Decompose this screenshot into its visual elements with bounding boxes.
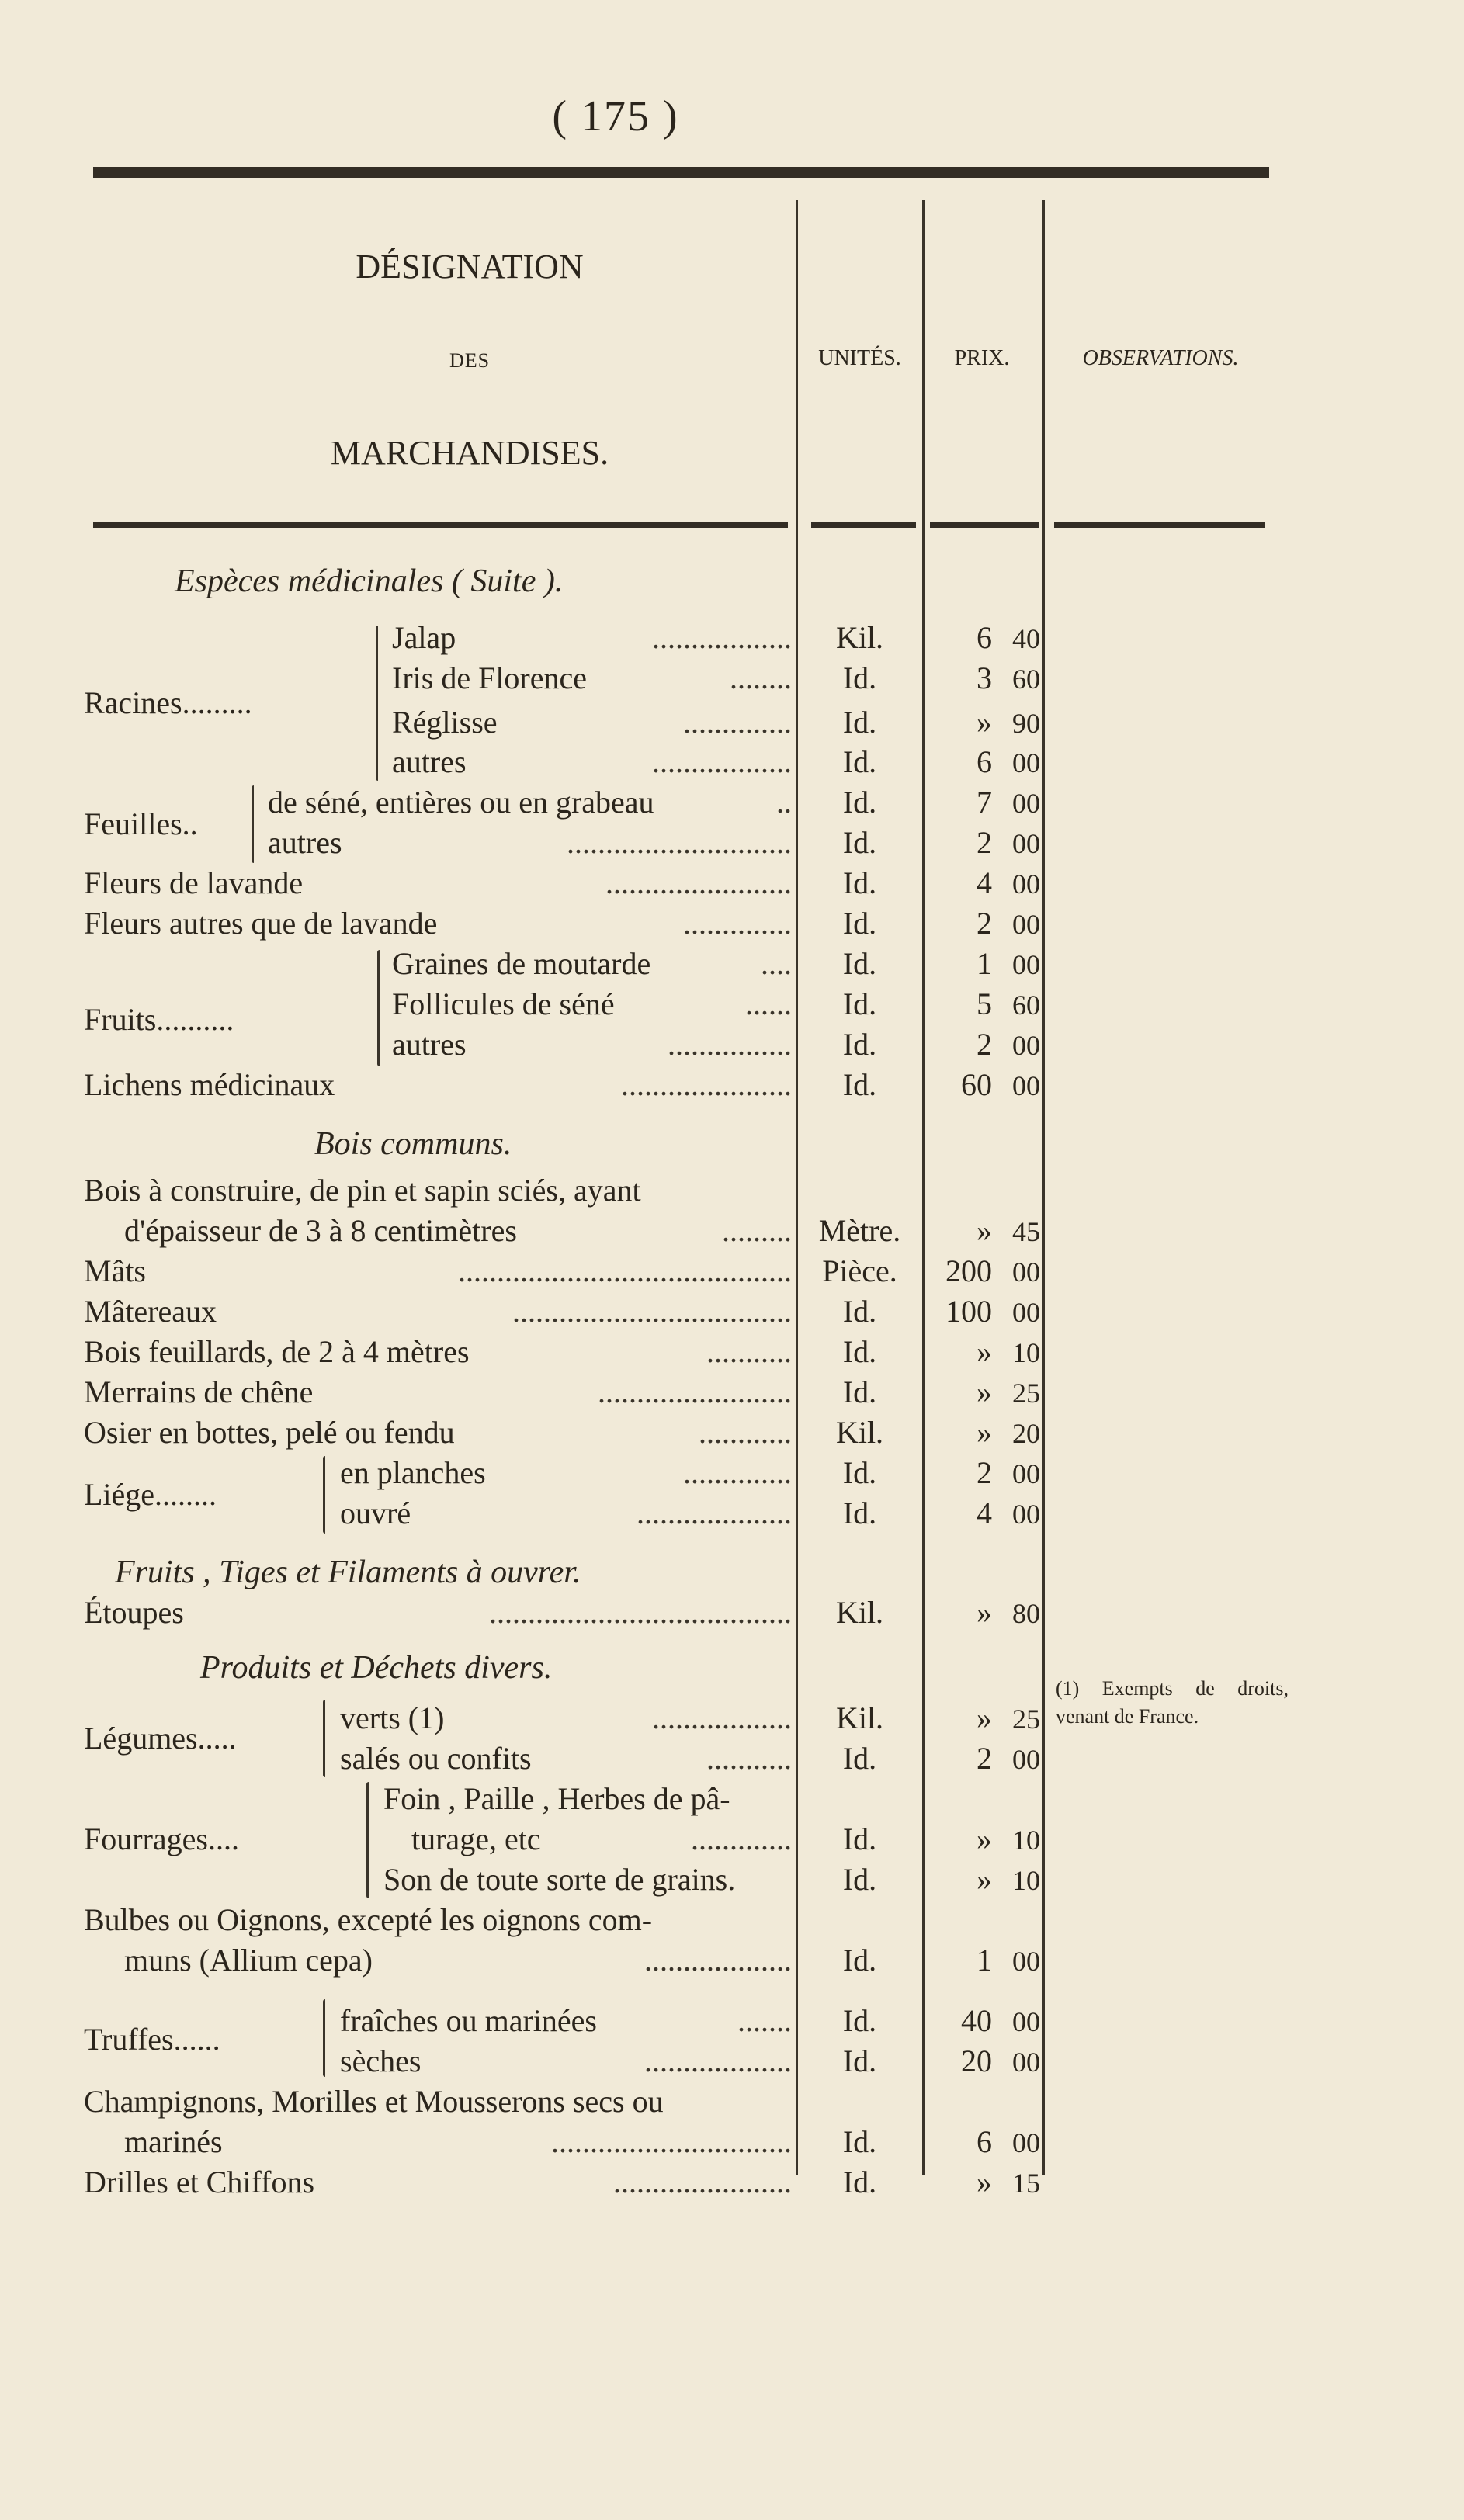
price-francs: 40 xyxy=(961,2003,992,2038)
row-price xyxy=(924,1024,1040,1066)
row-leader: ......................... xyxy=(598,1374,792,1409)
row-price xyxy=(924,863,1040,904)
header-des: DES xyxy=(449,349,491,372)
row-leader: .. xyxy=(776,785,792,820)
row-leader: ........... xyxy=(706,1334,792,1369)
price-centimes: 45 xyxy=(1012,1216,1040,1247)
row-unit: Id. xyxy=(842,1455,877,1490)
row-price xyxy=(924,944,1040,985)
table-row xyxy=(0,1251,1464,1291)
row-label: Mâtereaux xyxy=(84,1294,217,1329)
row-unit: Id. xyxy=(842,1496,877,1530)
price-centimes: 10 xyxy=(1012,1825,1040,1856)
row-price xyxy=(924,1940,1040,1981)
price-francs: 7 xyxy=(977,785,992,820)
row-price xyxy=(924,1065,1040,1106)
row-label: autres xyxy=(268,825,342,860)
row-unit: Id. xyxy=(842,1334,877,1369)
row-label: muns (Allium cepa) xyxy=(124,1943,373,1978)
row-label: Iris de Florence xyxy=(392,660,588,695)
price-centimes: 25 xyxy=(1012,1378,1040,1409)
row-leader: .... xyxy=(761,946,792,981)
table-row xyxy=(0,1332,1464,1372)
price-francs: 6 xyxy=(977,2124,992,2159)
price-centimes: 90 xyxy=(1012,708,1040,739)
row-label: Lichens médicinaux xyxy=(84,1067,335,1102)
price-centimes: 00 xyxy=(1012,909,1040,940)
row-unit: Pièce. xyxy=(822,1253,897,1288)
row-leader: ........................................... xyxy=(458,1253,792,1288)
row-unit: Id. xyxy=(842,1943,877,1978)
table-row xyxy=(0,1738,1464,1779)
table-row xyxy=(0,1372,1464,1413)
row-price xyxy=(924,1453,1040,1494)
row-price xyxy=(924,823,1040,864)
row-label: autres xyxy=(392,744,467,779)
row-unit: Id. xyxy=(842,1822,877,1856)
table-row xyxy=(0,618,1464,658)
header-designation: DÉSIGNATION xyxy=(356,248,584,286)
row-label: Bois à construire, de pin et sapin sciés, ayant xyxy=(84,1173,641,1208)
row-price xyxy=(924,1860,1040,1901)
price-francs: 6 xyxy=(977,744,992,779)
section-bois-communs: Bois communs. xyxy=(314,1126,512,1162)
header-rule xyxy=(1054,522,1265,528)
price-francs: 2 xyxy=(977,1741,992,1776)
price-centimes: 00 xyxy=(1012,2006,1040,2037)
price-francs: 3 xyxy=(977,660,992,695)
row-price xyxy=(924,658,1040,699)
row-price xyxy=(924,2001,1040,2042)
row-unit: Id. xyxy=(842,744,877,779)
row-unit: Id. xyxy=(842,2043,877,2078)
price-centimes: 00 xyxy=(1012,2127,1040,2158)
row-label: fraîches ou marinées xyxy=(340,2003,597,2038)
row-label: Mâts xyxy=(84,1253,146,1288)
group-feuilles: Feuilles.. xyxy=(84,806,198,841)
row-unit: Id. xyxy=(842,825,877,860)
row-unit: Id. xyxy=(842,785,877,820)
table-row xyxy=(0,1779,1464,1819)
price-centimes: 00 xyxy=(1012,1257,1040,1288)
row-unit: Id. xyxy=(842,660,877,695)
row-price xyxy=(924,702,1040,744)
table-row xyxy=(0,1211,1464,1251)
section-fruits-tiges: Fruits , Tiges et Filaments à ouvrer. xyxy=(115,1555,581,1590)
price-francs: » xyxy=(977,1595,992,1630)
row-price xyxy=(924,2162,1040,2203)
group-truffes: Truffes...... xyxy=(84,2022,220,2057)
row-price xyxy=(924,2122,1040,2163)
group-fruits: Fruits.......... xyxy=(84,1002,234,1037)
row-leader: ................ xyxy=(668,1027,792,1062)
row-label: en planches xyxy=(340,1455,486,1490)
price-centimes: 00 xyxy=(1012,1744,1040,1775)
row-unit: Kil. xyxy=(835,1595,884,1630)
price-centimes: 20 xyxy=(1012,1418,1040,1449)
row-leader: ............. xyxy=(691,1822,792,1856)
price-francs: » xyxy=(977,1822,992,1856)
row-label: Drilles et Chiffons xyxy=(84,2165,315,2199)
row-price xyxy=(924,1738,1040,1780)
table-row xyxy=(0,1024,1464,1065)
row-unit: Id. xyxy=(842,2124,877,2159)
price-francs: » xyxy=(977,1415,992,1450)
header-marchandises: MARCHANDISES. xyxy=(330,434,609,472)
price-centimes: 00 xyxy=(1012,2047,1040,2078)
row-unit: Id. xyxy=(842,865,877,900)
row-label: Son de toute sorte de grains. xyxy=(383,1862,736,1897)
price-francs: » xyxy=(977,1374,992,1409)
row-leader: ............................... xyxy=(551,2124,792,2159)
table-row xyxy=(0,2122,1464,2162)
row-label: Osier en bottes, pelé ou fendu xyxy=(84,1415,455,1450)
table-row xyxy=(0,1860,1464,1900)
row-unit: Id. xyxy=(842,705,877,740)
row-label: sèches xyxy=(340,2043,422,2078)
row-price xyxy=(924,1593,1040,1634)
header-observations: OBSERVATIONS. xyxy=(1082,346,1239,370)
price-centimes: 00 xyxy=(1012,1499,1040,1530)
row-leader: .................................... xyxy=(512,1294,792,1329)
row-leader: ................... xyxy=(644,2043,792,2078)
header-rule xyxy=(930,522,1039,528)
table-row xyxy=(0,1940,1464,1981)
row-leader: .............. xyxy=(683,705,792,740)
table-row xyxy=(0,984,1464,1024)
price-centimes: 60 xyxy=(1012,664,1040,695)
row-leader: ...................... xyxy=(621,1067,792,1102)
price-francs: 2 xyxy=(977,825,992,860)
price-centimes: 00 xyxy=(1012,828,1040,859)
price-centimes: 00 xyxy=(1012,1458,1040,1489)
row-leader: ........................ xyxy=(605,865,792,900)
price-francs: 100 xyxy=(945,1294,992,1329)
row-label: Follicules de séné xyxy=(392,986,615,1021)
price-francs: » xyxy=(977,1213,992,1248)
row-label: d'épaisseur de 3 à 8 centimètres xyxy=(124,1213,517,1248)
row-label: Foin , Paille , Herbes de pâ- xyxy=(383,1781,730,1816)
row-leader: ......... xyxy=(722,1213,792,1248)
row-leader: ........ xyxy=(730,660,792,695)
row-unit: Id. xyxy=(842,1067,877,1102)
price-francs: 2 xyxy=(977,1455,992,1490)
row-price xyxy=(924,2041,1040,2082)
price-francs: » xyxy=(977,2165,992,2199)
price-francs: 4 xyxy=(977,1496,992,1530)
row-price xyxy=(924,1251,1040,1292)
row-price xyxy=(924,1493,1040,1534)
row-unit: Id. xyxy=(842,986,877,1021)
row-label: salés ou confits xyxy=(340,1741,532,1776)
price-francs: » xyxy=(977,1700,992,1735)
price-centimes: 00 xyxy=(1012,1030,1040,1061)
header-rule xyxy=(811,522,916,528)
price-centimes: 00 xyxy=(1012,788,1040,819)
row-leader: ...... xyxy=(745,986,792,1021)
table-row xyxy=(0,1593,1464,1633)
row-leader: .............. xyxy=(683,906,792,941)
row-price xyxy=(924,984,1040,1025)
price-centimes: 10 xyxy=(1012,1865,1040,1896)
table-row xyxy=(0,903,1464,944)
row-price xyxy=(924,1291,1040,1333)
row-price xyxy=(924,742,1040,783)
price-francs: » xyxy=(977,1862,992,1897)
table-row xyxy=(0,1453,1464,1493)
table-row xyxy=(0,1065,1464,1105)
row-leader: ....................................... xyxy=(489,1595,792,1630)
row-leader: .................... xyxy=(637,1496,792,1530)
row-leader: ....... xyxy=(737,2003,792,2038)
price-francs: 6 xyxy=(977,620,992,655)
header-rule xyxy=(93,522,788,528)
row-label: Bulbes ou Oignons, excepté les oignons com- xyxy=(84,1902,653,1937)
price-francs: 1 xyxy=(977,946,992,981)
row-leader: ............................. xyxy=(567,825,792,860)
row-unit: Mètre. xyxy=(818,1213,901,1248)
row-label: Fleurs autres que de lavande xyxy=(84,906,438,941)
row-leader: ....................... xyxy=(613,2165,792,2199)
row-price xyxy=(924,1698,1040,1739)
row-price xyxy=(924,1332,1040,1373)
price-francs: 60 xyxy=(961,1067,992,1102)
table-row xyxy=(0,1170,1464,1211)
section-especes-medicinales: Espèces médicinales ( Suite ). xyxy=(175,563,564,599)
table-row xyxy=(0,2162,1464,2203)
table-row xyxy=(0,1493,1464,1534)
row-leader: .................. xyxy=(652,744,792,779)
section-produits-dechets: Produits et Déchets divers. xyxy=(200,1650,553,1686)
row-label: ouvré xyxy=(340,1496,411,1530)
price-centimes: 00 xyxy=(1012,868,1040,900)
price-francs: 5 xyxy=(977,986,992,1021)
row-label: de séné, entières ou en grabeau xyxy=(268,785,654,820)
row-leader: .................. xyxy=(652,620,792,655)
row-price xyxy=(924,903,1040,945)
table-row xyxy=(0,1819,1464,1860)
table-row xyxy=(0,658,1464,698)
price-francs: 1 xyxy=(977,1943,992,1978)
top-rule xyxy=(93,167,1269,178)
page-number: ( 175 ) xyxy=(552,92,679,140)
table-row xyxy=(0,2082,1464,2122)
table-row xyxy=(0,702,1464,743)
row-label: Jalap xyxy=(392,620,456,655)
price-centimes: 00 xyxy=(1012,1070,1040,1101)
row-label: Bois feuillards, de 2 à 4 mètres xyxy=(84,1334,470,1369)
table-row xyxy=(0,1291,1464,1332)
row-unit: Id. xyxy=(842,2165,877,2199)
row-unit: Kil. xyxy=(835,1415,884,1450)
price-centimes: 60 xyxy=(1012,990,1040,1021)
row-leader: ........... xyxy=(706,1741,792,1776)
row-price xyxy=(924,618,1040,659)
price-francs: 200 xyxy=(945,1253,992,1288)
row-label: Réglisse xyxy=(392,705,498,740)
row-label: Fleurs de lavande xyxy=(84,865,304,900)
price-centimes: 00 xyxy=(1012,949,1040,980)
row-price xyxy=(924,782,1040,823)
row-label: Graines de moutarde xyxy=(392,946,651,981)
group-liege: Liége........ xyxy=(84,1477,217,1512)
group-legumes: Légumes..... xyxy=(84,1721,237,1756)
price-centimes: 10 xyxy=(1012,1337,1040,1368)
table-row xyxy=(0,742,1464,782)
row-price xyxy=(924,1413,1040,1454)
row-label: autres xyxy=(392,1027,467,1062)
row-unit: Id. xyxy=(842,1294,877,1329)
row-leader: .............. xyxy=(683,1455,792,1490)
row-unit: Kil. xyxy=(835,1700,884,1735)
price-francs: 4 xyxy=(977,865,992,900)
footnote-observation: (1) Exempts de droits, venant de France. xyxy=(1056,1677,1289,1728)
row-unit: Id. xyxy=(842,1374,877,1409)
row-leader: ................... xyxy=(644,1943,792,1978)
table-row xyxy=(0,2041,1464,2082)
price-centimes: 00 xyxy=(1012,747,1040,778)
header-unites: UNITÉS. xyxy=(818,346,901,370)
row-label: Merrains de chêne xyxy=(84,1374,314,1409)
row-unit: Id. xyxy=(842,2003,877,2038)
row-label: Champignons, Morilles et Mousserons secs ou xyxy=(84,2084,664,2119)
row-leader: ............ xyxy=(699,1415,792,1450)
price-centimes: 40 xyxy=(1012,623,1040,654)
row-leader: .................. xyxy=(652,1700,792,1735)
row-label: marinés xyxy=(124,2124,223,2159)
row-price xyxy=(924,1819,1040,1860)
row-unit: Id. xyxy=(842,906,877,941)
price-francs: 2 xyxy=(977,906,992,941)
row-label: Étoupes xyxy=(84,1595,184,1630)
price-centimes: 00 xyxy=(1012,1297,1040,1328)
table-row xyxy=(0,863,1464,903)
price-centimes: 00 xyxy=(1012,1946,1040,1977)
price-centimes: 80 xyxy=(1012,1598,1040,1629)
group-racines: Racines......... xyxy=(84,685,252,720)
price-centimes: 15 xyxy=(1012,2168,1040,2199)
row-label: verts (1) xyxy=(340,1700,445,1735)
table-row xyxy=(0,944,1464,984)
row-unit: Id. xyxy=(842,1027,877,1062)
row-price xyxy=(924,1372,1040,1413)
row-unit: Kil. xyxy=(835,620,884,655)
row-unit: Id. xyxy=(842,1741,877,1776)
table-row xyxy=(0,823,1464,863)
header-prix: PRIX. xyxy=(954,346,1010,370)
table-row xyxy=(0,1900,1464,1940)
table-row xyxy=(0,1413,1464,1453)
price-centimes: 25 xyxy=(1012,1704,1040,1735)
price-francs: » xyxy=(977,1334,992,1369)
row-price xyxy=(924,1211,1040,1252)
price-francs: 2 xyxy=(977,1027,992,1062)
price-francs: 20 xyxy=(961,2043,992,2078)
row-label: turage, etc xyxy=(411,1822,541,1856)
row-unit: Id. xyxy=(842,1862,877,1897)
table-row xyxy=(0,2001,1464,2041)
price-francs: » xyxy=(977,705,992,740)
group-fourrages: Fourrages.... xyxy=(84,1822,239,1856)
row-unit: Id. xyxy=(842,946,877,981)
table-row xyxy=(0,782,1464,823)
